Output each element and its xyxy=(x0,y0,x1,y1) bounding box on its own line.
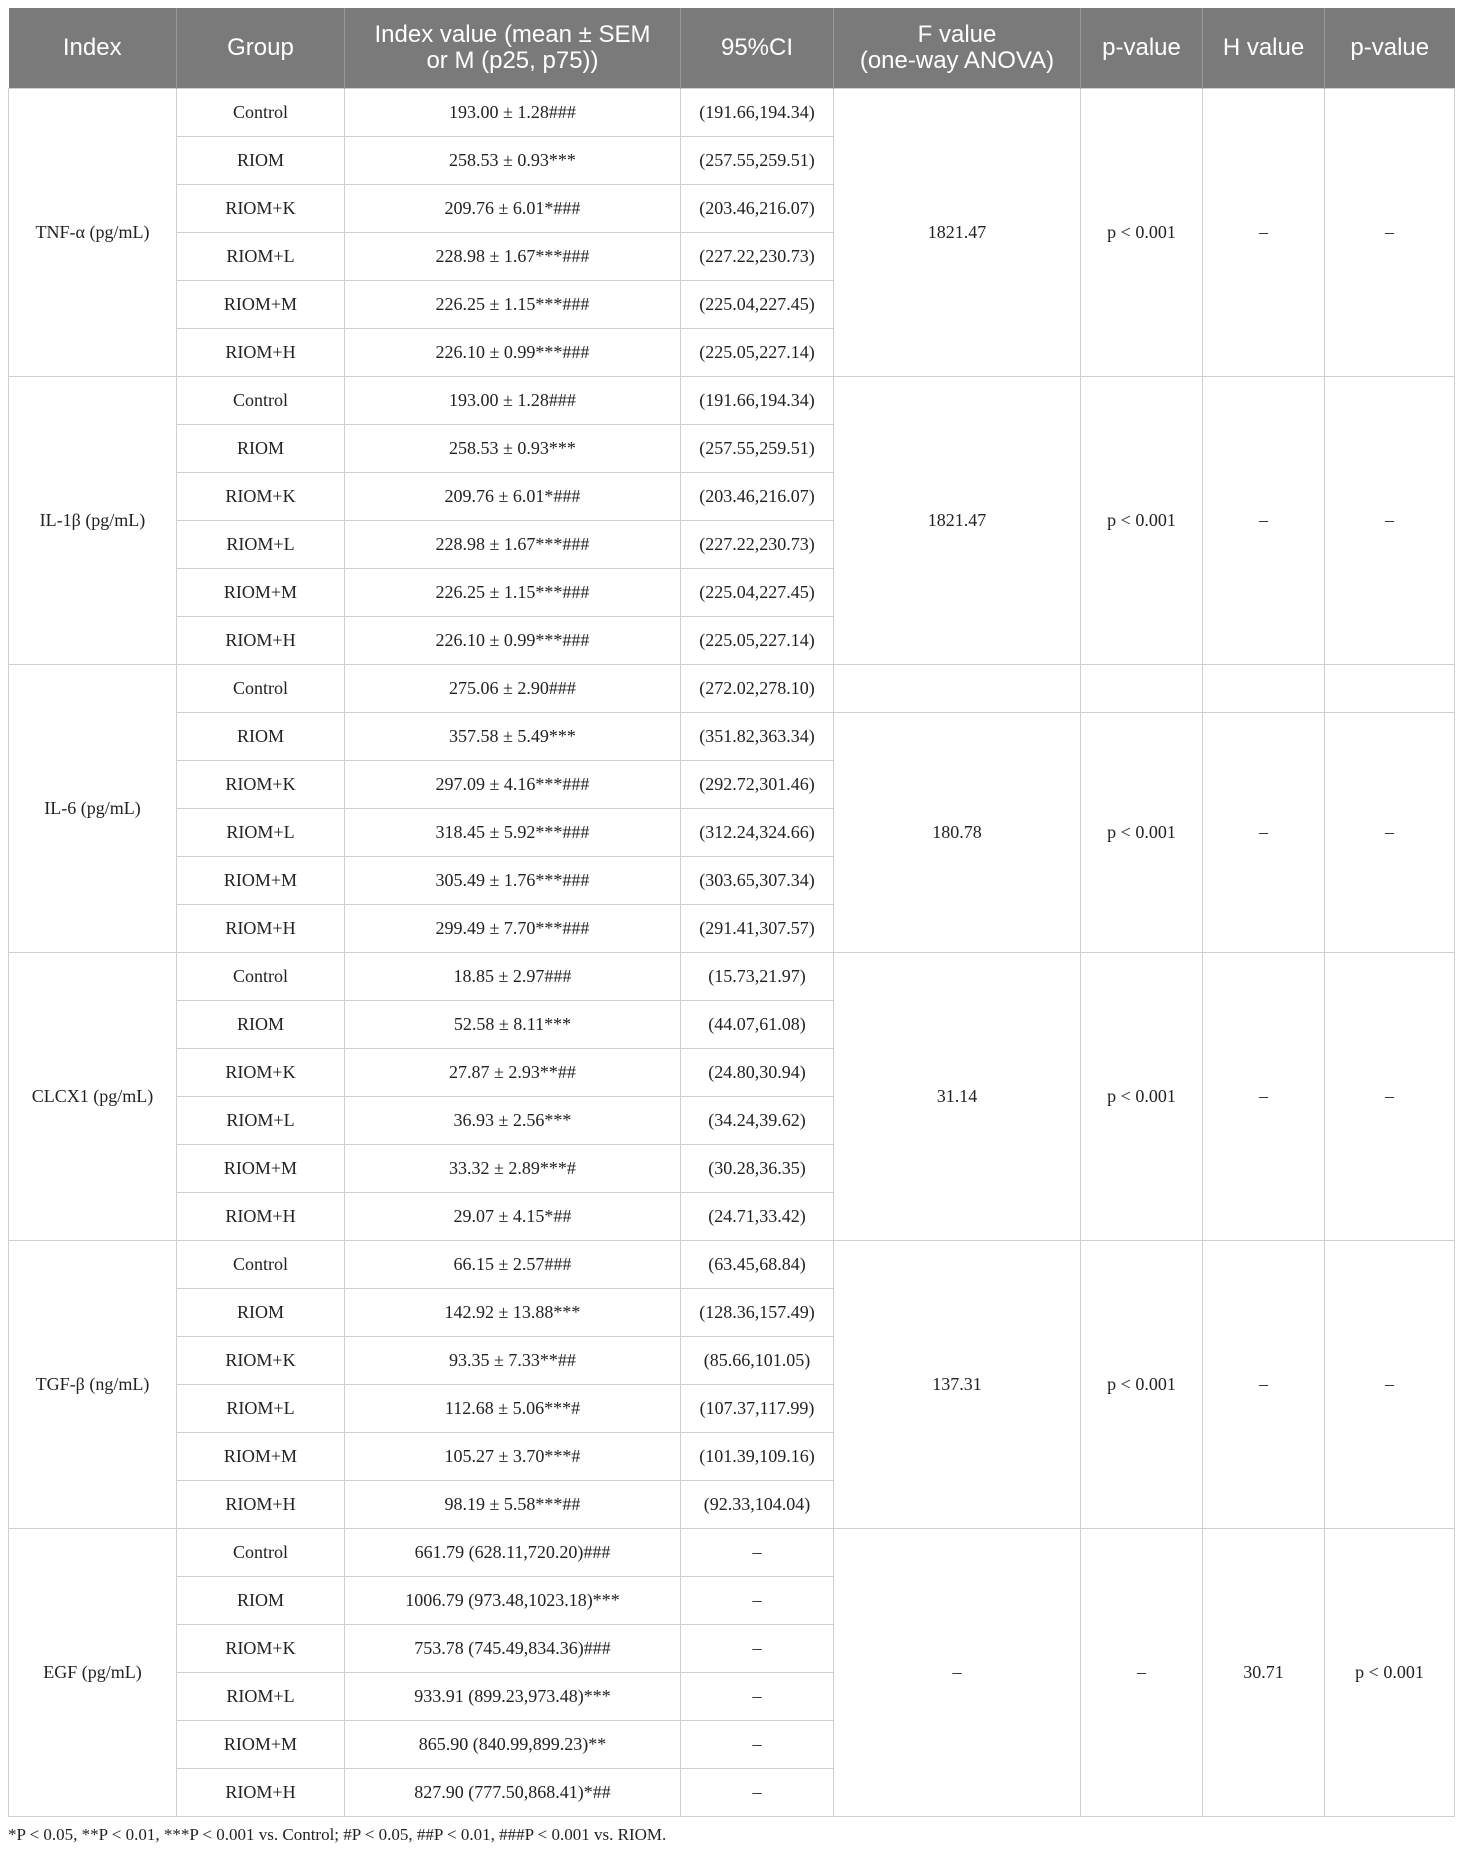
index-value-cell: 865.90 (840.99,899.23)** xyxy=(345,1721,681,1769)
ci-cell: (24.71,33.42) xyxy=(681,1193,834,1241)
ci-cell: (272.02,278.10) xyxy=(681,665,834,713)
group-cell: RIOM+K xyxy=(177,1625,345,1673)
index-value-cell: 357.58 ± 5.49*** xyxy=(345,713,681,761)
group-cell: RIOM+H xyxy=(177,1193,345,1241)
ci-cell: (44.07,61.08) xyxy=(681,1001,834,1049)
ci-cell: – xyxy=(681,1721,834,1769)
index-value-cell: 258.53 ± 0.93*** xyxy=(345,137,681,185)
h-value-cell: – xyxy=(1203,713,1325,953)
header-group: Group xyxy=(177,8,345,89)
index-value-cell: 209.76 ± 6.01*### xyxy=(345,185,681,233)
index-cell: EGF (pg/mL) xyxy=(9,1529,177,1817)
ci-cell: (85.66,101.05) xyxy=(681,1337,834,1385)
index-cell: IL-6 (pg/mL) xyxy=(9,665,177,953)
index-value-cell: 753.78 (745.49,834.36)### xyxy=(345,1625,681,1673)
index-cell: IL-1β (pg/mL) xyxy=(9,377,177,665)
table-row xyxy=(9,377,1455,425)
index-value-cell: 933.91 (899.23,973.48)*** xyxy=(345,1673,681,1721)
index-value-cell: 226.25 ± 1.15***### xyxy=(345,281,681,329)
group-cell: RIOM+H xyxy=(177,617,345,665)
ci-cell: (303.65,307.34) xyxy=(681,857,834,905)
index-value-cell: 299.49 ± 7.70***### xyxy=(345,905,681,953)
index-cell: CLCX1 (pg/mL) xyxy=(9,953,177,1241)
index-value-cell: 258.53 ± 0.93*** xyxy=(345,425,681,473)
ci-cell: (292.72,301.46) xyxy=(681,761,834,809)
table-row xyxy=(9,713,1455,761)
index-cell: TNF-α (pg/mL) xyxy=(9,89,177,377)
table-row xyxy=(9,665,1455,713)
p-value-cell: p < 0.001 xyxy=(1081,377,1203,665)
p-value-2-cell: – xyxy=(1325,713,1455,953)
group-cell: RIOM+L xyxy=(177,1097,345,1145)
p-value-2-cell: – xyxy=(1325,89,1455,377)
group-cell: RIOM xyxy=(177,713,345,761)
ci-cell: (257.55,259.51) xyxy=(681,137,834,185)
group-cell: RIOM+M xyxy=(177,1721,345,1769)
index-value-cell: 105.27 ± 3.70***# xyxy=(345,1433,681,1481)
index-value-cell: 66.15 ± 2.57### xyxy=(345,1241,681,1289)
ci-cell: (291.41,307.57) xyxy=(681,905,834,953)
index-value-cell: 209.76 ± 6.01*### xyxy=(345,473,681,521)
index-value-cell: 193.00 ± 1.28### xyxy=(345,89,681,137)
table-row xyxy=(9,1529,1455,1577)
index-value-cell: 226.25 ± 1.15***### xyxy=(345,569,681,617)
index-value-cell: 27.87 ± 2.93**## xyxy=(345,1049,681,1097)
group-cell: RIOM+L xyxy=(177,1385,345,1433)
f-value-cell-blank xyxy=(834,665,1081,713)
group-cell: RIOM+H xyxy=(177,1769,345,1817)
f-value-cell: 180.78 xyxy=(834,713,1081,953)
group-cell: Control xyxy=(177,377,345,425)
header-row xyxy=(9,8,1455,89)
ci-cell: (225.04,227.45) xyxy=(681,569,834,617)
group-cell: RIOM+K xyxy=(177,1337,345,1385)
results-table xyxy=(8,8,1455,1817)
ci-cell: – xyxy=(681,1625,834,1673)
ci-cell: (24.80,30.94) xyxy=(681,1049,834,1097)
group-cell: Control xyxy=(177,1529,345,1577)
f-value-cell: 31.14 xyxy=(834,953,1081,1241)
group-cell: Control xyxy=(177,953,345,1001)
ci-cell: – xyxy=(681,1529,834,1577)
group-cell: RIOM+K xyxy=(177,185,345,233)
ci-cell: (191.66,194.34) xyxy=(681,377,834,425)
group-cell: RIOM xyxy=(177,1001,345,1049)
p-value-2-cell: – xyxy=(1325,1241,1455,1529)
f-value-cell: 1821.47 xyxy=(834,89,1081,377)
header-index-value xyxy=(345,8,681,89)
group-cell: RIOM+M xyxy=(177,281,345,329)
group-cell: RIOM+M xyxy=(177,1433,345,1481)
table-row xyxy=(9,89,1455,137)
group-cell: RIOM+L xyxy=(177,521,345,569)
index-cell: TGF-β (ng/mL) xyxy=(9,1241,177,1529)
group-cell: RIOM+H xyxy=(177,905,345,953)
group-cell: Control xyxy=(177,665,345,713)
group-cell: RIOM xyxy=(177,137,345,185)
index-value-cell: 93.35 ± 7.33**## xyxy=(345,1337,681,1385)
ci-cell: (227.22,230.73) xyxy=(681,521,834,569)
header-p-value-2: p-value xyxy=(1325,8,1455,89)
ci-cell: (351.82,363.34) xyxy=(681,713,834,761)
index-value-cell: 18.85 ± 2.97### xyxy=(345,953,681,1001)
ci-cell: (312.24,324.66) xyxy=(681,809,834,857)
h-value-cell: – xyxy=(1203,1241,1325,1529)
f-value-cell: 1821.47 xyxy=(834,377,1081,665)
header-f-value-line1: F value xyxy=(917,20,997,48)
index-value-cell: 36.93 ± 2.56*** xyxy=(345,1097,681,1145)
index-value-cell: 29.07 ± 4.15*## xyxy=(345,1193,681,1241)
ci-cell: (15.73,21.97) xyxy=(681,953,834,1001)
index-value-cell: 275.06 ± 2.90### xyxy=(345,665,681,713)
group-cell: RIOM+H xyxy=(177,1481,345,1529)
ci-cell: – xyxy=(681,1577,834,1625)
group-cell: RIOM+M xyxy=(177,857,345,905)
header-f-value xyxy=(834,8,1081,89)
group-cell: RIOM xyxy=(177,1577,345,1625)
group-cell: RIOM+K xyxy=(177,1049,345,1097)
ci-cell: (34.24,39.62) xyxy=(681,1097,834,1145)
p-value-2-cell: p < 0.001 xyxy=(1325,1529,1455,1817)
index-value-cell: 297.09 ± 4.16***### xyxy=(345,761,681,809)
group-cell: RIOM+K xyxy=(177,761,345,809)
ci-cell: (101.39,109.16) xyxy=(681,1433,834,1481)
index-value-cell: 193.00 ± 1.28### xyxy=(345,377,681,425)
h-value-cell: 30.71 xyxy=(1203,1529,1325,1817)
group-cell: RIOM xyxy=(177,1289,345,1337)
h-value-cell: – xyxy=(1203,953,1325,1241)
ci-cell: (92.33,104.04) xyxy=(681,1481,834,1529)
p-value-cell: p < 0.001 xyxy=(1081,953,1203,1241)
p-value-cell: p < 0.001 xyxy=(1081,89,1203,377)
p-value-cell: p < 0.001 xyxy=(1081,713,1203,953)
p-value-cell: p < 0.001 xyxy=(1081,1241,1203,1529)
index-value-cell: 98.19 ± 5.58***## xyxy=(345,1481,681,1529)
f-value-cell: 137.31 xyxy=(834,1241,1081,1529)
index-value-cell: 33.32 ± 2.89***# xyxy=(345,1145,681,1193)
f-value-cell: – xyxy=(834,1529,1081,1817)
index-value-cell: 226.10 ± 0.99***### xyxy=(345,329,681,377)
h-value-cell-blank xyxy=(1203,665,1325,713)
table-row xyxy=(9,1241,1455,1289)
ci-cell: (107.37,117.99) xyxy=(681,1385,834,1433)
index-value-cell: 228.98 ± 1.67***### xyxy=(345,521,681,569)
ci-cell: (257.55,259.51) xyxy=(681,425,834,473)
ci-cell: (191.66,194.34) xyxy=(681,89,834,137)
index-value-cell: 305.49 ± 1.76***### xyxy=(345,857,681,905)
p-value-2-cell: – xyxy=(1325,953,1455,1241)
index-value-cell: 661.79 (628.11,720.20)### xyxy=(345,1529,681,1577)
header-f-value-line2: (one-way ANOVA) xyxy=(859,47,1055,74)
group-cell: RIOM xyxy=(177,425,345,473)
index-value-cell: 52.58 ± 8.11*** xyxy=(345,1001,681,1049)
group-cell: RIOM+H xyxy=(177,329,345,377)
p-value-cell-blank xyxy=(1081,665,1203,713)
header-index: Index xyxy=(9,8,177,89)
group-cell: RIOM+L xyxy=(177,1673,345,1721)
group-cell: Control xyxy=(177,89,345,137)
header-h-value: H value xyxy=(1203,8,1325,89)
index-value-cell: 827.90 (777.50,868.41)*## xyxy=(345,1769,681,1817)
table-container xyxy=(8,8,1454,1845)
h-value-cell: – xyxy=(1203,89,1325,377)
group-cell: RIOM+M xyxy=(177,569,345,617)
ci-cell: – xyxy=(681,1673,834,1721)
ci-cell: (227.22,230.73) xyxy=(681,233,834,281)
ci-cell: (225.05,227.14) xyxy=(681,329,834,377)
group-cell: RIOM+M xyxy=(177,1145,345,1193)
header-index-value-line1: Index value (mean ± SEM xyxy=(374,20,651,48)
ci-cell: (63.45,68.84) xyxy=(681,1241,834,1289)
ci-cell: (30.28,36.35) xyxy=(681,1145,834,1193)
index-value-cell: 112.68 ± 5.06***# xyxy=(345,1385,681,1433)
h-value-cell: – xyxy=(1203,377,1325,665)
index-value-cell: 142.92 ± 13.88*** xyxy=(345,1289,681,1337)
ci-cell: (128.36,157.49) xyxy=(681,1289,834,1337)
ci-cell: (203.46,216.07) xyxy=(681,185,834,233)
p-value-cell: – xyxy=(1081,1529,1203,1817)
header-index-value-line2: or M (p25, p75)) xyxy=(426,47,599,74)
index-value-cell: 226.10 ± 0.99***### xyxy=(345,617,681,665)
p-value-2-cell: – xyxy=(1325,377,1455,665)
ci-cell: (225.05,227.14) xyxy=(681,617,834,665)
group-cell: Control xyxy=(177,1241,345,1289)
table-row xyxy=(9,953,1455,1001)
group-cell: RIOM+K xyxy=(177,473,345,521)
header-p-value: p-value xyxy=(1081,8,1203,89)
table-body xyxy=(9,89,1455,1817)
index-value-cell: 228.98 ± 1.67***### xyxy=(345,233,681,281)
ci-cell: – xyxy=(681,1769,834,1817)
table-footnote: *P < 0.05, **P < 0.01, ***P < 0.001 vs. Control; #P < 0.05, ##P < 0.01, ###P < 0.001 vs. RIOM. xyxy=(8,1825,667,1844)
index-value-cell: 318.45 ± 5.92***### xyxy=(345,809,681,857)
header-ci: 95%CI xyxy=(681,8,834,89)
ci-cell: (203.46,216.07) xyxy=(681,473,834,521)
group-cell: RIOM+L xyxy=(177,809,345,857)
p-value-2-cell-blank xyxy=(1325,665,1455,713)
group-cell: RIOM+L xyxy=(177,233,345,281)
ci-cell: (225.04,227.45) xyxy=(681,281,834,329)
index-value-cell: 1006.79 (973.48,1023.18)*** xyxy=(345,1577,681,1625)
